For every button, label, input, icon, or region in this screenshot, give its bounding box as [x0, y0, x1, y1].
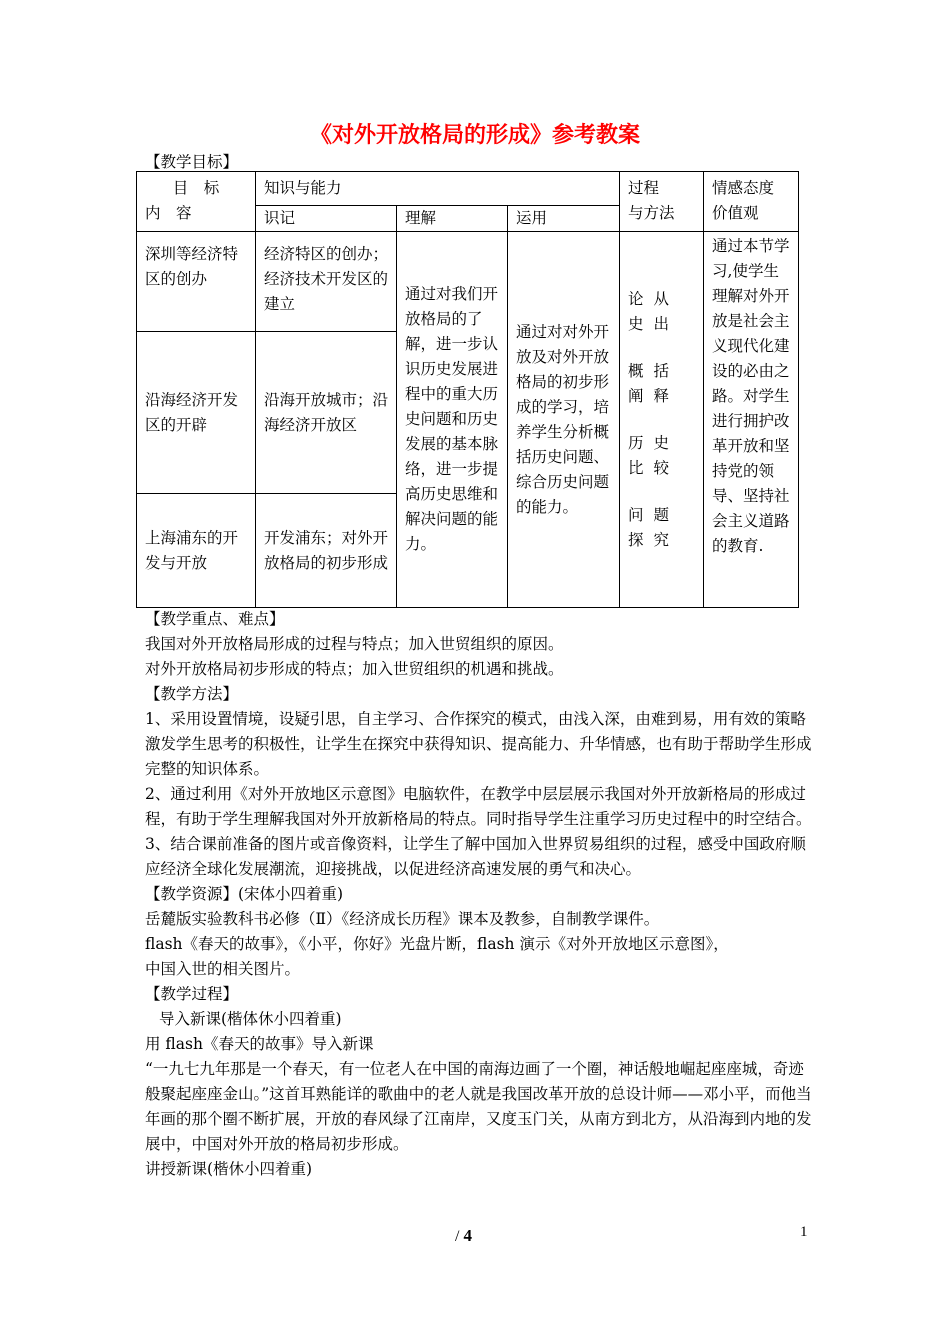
- header-recall: 识记: [256, 206, 397, 232]
- understand-cell: 通过对我们开放格局的了解，进一步认识历史发展进程中的重大历史问题和历史发展的基本脉络，进一步提高历史思维和解决问题的能力。: [397, 232, 508, 608]
- section-goals-heading: 【教学目标】: [145, 153, 239, 171]
- method-item: 问题探究: [628, 505, 680, 549]
- page-number: 1: [800, 1224, 808, 1240]
- methods-cell: [620, 232, 704, 608]
- header-content: 内 容: [145, 204, 192, 222]
- row-content-1: 深圳等经济特区的创办: [137, 232, 256, 332]
- resource-line: flash《春天的故事》，《小平，你好》光盘片断，flash 演示《对外开放地区示意图》，: [145, 935, 729, 953]
- resource-line: 岳麓版实验教科书必修（Ⅱ）《经济成长历程》课本及教参，自制教学课件。: [145, 910, 660, 928]
- row-recall-1: 经济特区的创办；经济技术开发区的建立: [256, 232, 397, 332]
- document-title: 《对外开放格局的形成》参考教案: [309, 122, 640, 148]
- header-emotion: [704, 172, 799, 232]
- header-target-content: [137, 172, 256, 232]
- header-process-line1: 过程: [628, 179, 660, 197]
- resource-line: 中国入世的相关图片。: [145, 960, 301, 978]
- page-total: 4: [463, 1226, 472, 1245]
- header-emotion-line1: 情感态度: [712, 179, 775, 197]
- method-item: 历史比较: [628, 433, 680, 477]
- header-understand: 理解: [397, 206, 508, 232]
- header-knowledge: 知识与能力: [256, 172, 620, 206]
- header-process-line2: 与方法: [628, 204, 675, 222]
- document-body: [145, 607, 815, 1182]
- row-recall-2: 沿海开放城市；沿海经济开放区: [256, 332, 397, 494]
- method-paragraph: 3、结合课前准备的图片或音像资料，让学生了解中国加入世界贸易组织的过程，感受中国政府顺应经济全球化发展潮流，迎接挑战，以促进经济高速发展的勇气和决心。: [145, 835, 806, 878]
- header-apply: 运用: [508, 206, 620, 232]
- method-paragraph: 1、采用设置情境，设疑引思，自主学习、合作探究的模式，由浅入深，由难到易，用有效的策略激发学生思考的积极性，让学生在探究中获得知识、提高能力、升华情感，也有助于帮助学生形成完整的知识体系。: [145, 710, 812, 778]
- intro-quote: “一九七九年那是一个春天，有一位老人在中国的南海边画了一个圈，神话般地崛起座座城，奇迹般聚起座座金山。”这首耳熟能详的歌曲中的老人就是我国改革开放的总设计师——邓小平，而他当年画的那个圈不断扩展，开放的春风绿了江南岸，又度玉门关，从南方到北方，从沿海到内地的发展中，中国对外开放的格局初步形成。: [145, 1060, 812, 1153]
- teach-heading: 讲授新课(楷休小四着重): [145, 1160, 313, 1178]
- row-content-3: 上海浦东的开发与开放: [137, 494, 256, 608]
- intro-heading: 导入新课(楷体休小四着重): [159, 1010, 342, 1028]
- keypoint-line: 对外开放格局初步形成的特点；加入世贸组织的机遇和挑战。: [145, 660, 564, 678]
- header-target: 目 标: [172, 179, 220, 197]
- goals-table: [136, 171, 799, 608]
- section-process-heading: 【教学过程】: [145, 985, 239, 1003]
- row-content-2: 沿海经济开发区的开辟: [137, 332, 256, 494]
- section-resources-heading: 【教学资源】(宋体小四着重): [145, 885, 344, 903]
- keypoint-line: 我国对外开放格局形成的过程与特点；加入世贸组织的原因。: [145, 635, 564, 653]
- values-cell: 通过本节学习,使学生理解对外开放是社会主义现代化建设的必由之路。对学生进行拥护改革开放和坚持党的领导、坚持社会主义道路的教育.: [704, 232, 799, 608]
- method-item: 概括阐释: [628, 361, 680, 405]
- section-keypoints-heading: 【教学重点、难点】: [145, 610, 285, 628]
- page-slash: /: [455, 1228, 460, 1245]
- header-emotion-line2: 价值观: [712, 204, 759, 222]
- intro-line: 用 flash《春天的故事》导入新课: [145, 1035, 374, 1053]
- method-paragraph: 2、通过利用《对外开放地区示意图》电脑软件，在教学中层层展示我国对外开放新格局的形成过程，有助于学生理解我国对外开放新格局的特点。同时指导学生注重学习历史过程中的时空结合。: [145, 785, 812, 828]
- method-item: 论从史出: [628, 289, 680, 333]
- apply-cell: 通过对对外开放及对外开放格局的初步形成的学习，培养学生分析概括历史问题、综合历史问题的能力。: [508, 232, 620, 608]
- row-recall-3: 开发浦东；对外开放格局的初步形成: [256, 494, 397, 608]
- header-process-method: [620, 172, 704, 232]
- page-count: [455, 1226, 472, 1246]
- section-methods-heading: 【教学方法】: [145, 685, 239, 703]
